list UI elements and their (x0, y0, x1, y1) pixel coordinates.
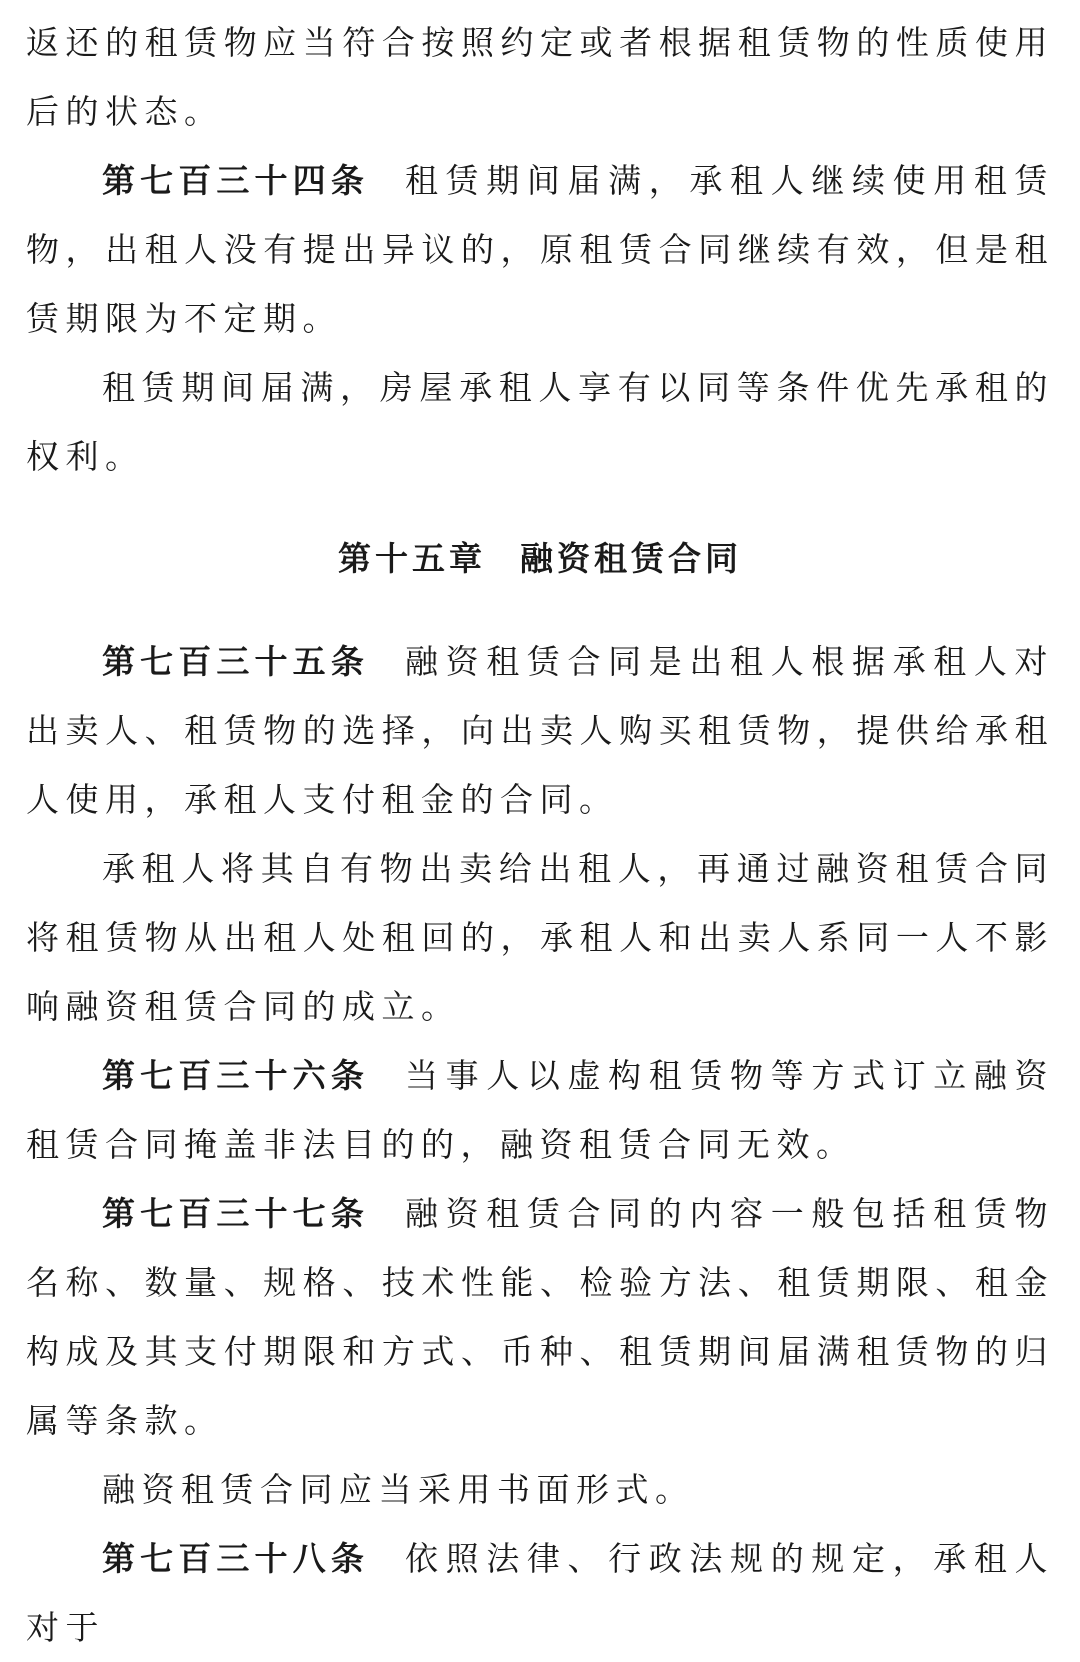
paragraph (26, 834, 1054, 1041)
article-text: 当事人以虚构租赁物等方式订立融资租赁合同掩盖非法目的的，融资租赁合同无效。 (26, 1056, 1055, 1164)
paragraph-text: 返还的租赁物应当符合按照约定或者根据租赁物的性质使用后的状态。 (26, 23, 1054, 131)
article-number: 第七百三十七条 (102, 1194, 369, 1233)
article-734 (26, 146, 1054, 353)
article-738 (26, 1524, 1054, 1662)
article-text: 依照法律、行政法规的规定，承租人对于 (26, 1539, 1055, 1647)
paragraph (26, 1455, 1054, 1524)
article-number: 第七百三十四条 (102, 161, 369, 200)
article-736 (26, 1041, 1054, 1179)
article-number: 第七百三十五条 (102, 642, 369, 681)
article-number: 第七百三十六条 (102, 1056, 369, 1095)
paragraph (26, 353, 1054, 491)
paragraph-text: 承租人将其自有物出卖给出租人，再通过融资租赁合同将租赁物从出租人处租回的，承租人和出卖人系同一人不影响融资租赁合同的成立。 (26, 849, 1054, 1026)
chapter-title: 融资租赁合同 (520, 539, 742, 578)
article-735 (26, 627, 1054, 834)
article-text: 租赁期间届满，承租人继续使用租赁物，出租人没有提出异议的，原租赁合同继续有效，但是租赁期限为不定期。 (26, 161, 1055, 338)
article-text: 融资租赁合同的内容一般包括租赁物名称、数量、规格、技术性能、检验方法、租赁期限、租金构成及其支付期限和方式、币种、租赁期间届满租赁物的归属等条款。 (26, 1194, 1055, 1440)
paragraph-continuation (26, 8, 1054, 146)
paragraph-text: 融资租赁合同应当采用书面形式。 (102, 1470, 695, 1509)
article-text: 融资租赁合同是出租人根据承租人对出卖人、租赁物的选择，向出卖人购买租赁物，提供给承租人使用，承租人支付租金的合同。 (26, 642, 1055, 819)
article-737 (26, 1179, 1054, 1455)
article-number: 第七百三十八条 (102, 1539, 369, 1578)
chapter-heading (26, 491, 1054, 627)
chapter-number: 第十五章 (338, 539, 486, 578)
paragraph-text: 租赁期间届满，房屋承租人享有以同等条件优先承租的权利。 (26, 368, 1054, 476)
